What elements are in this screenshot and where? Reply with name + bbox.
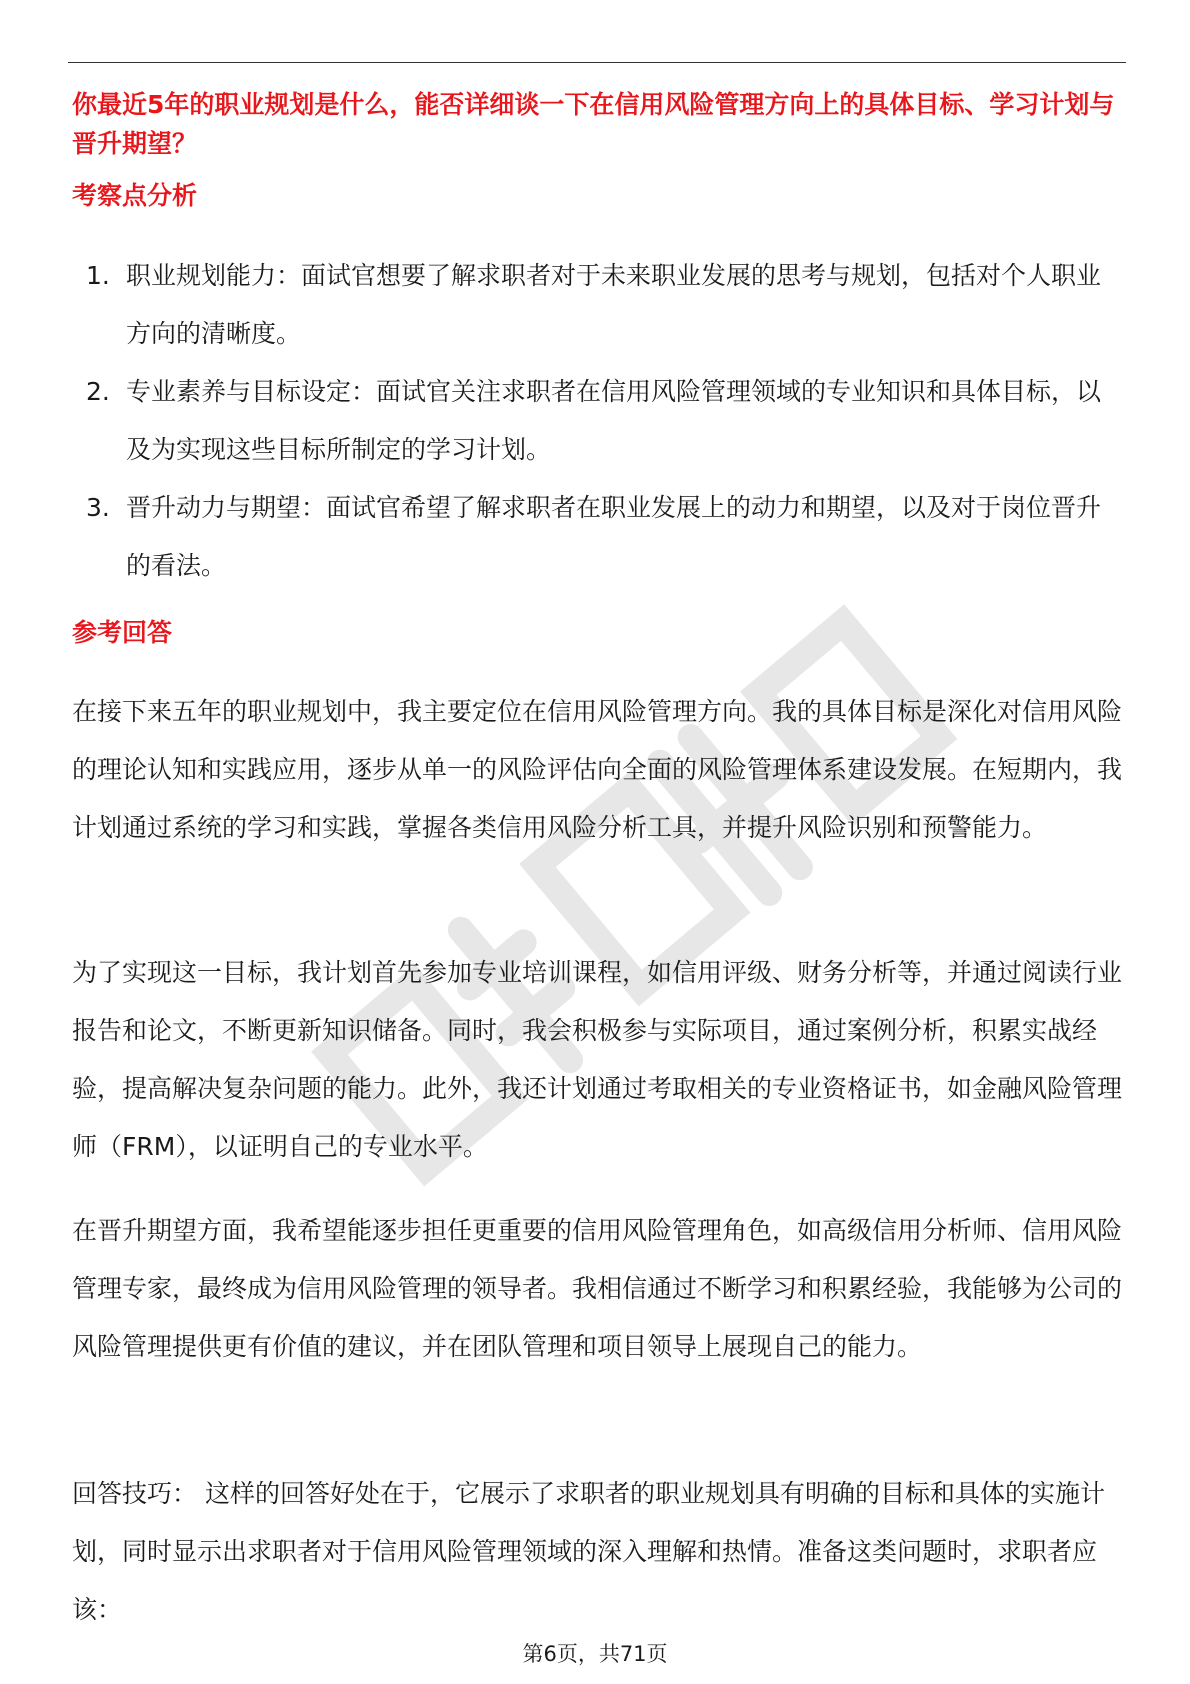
- reference-paragraph: 在晋升期望方面，我希望能逐步担任更重要的信用风险管理角色，如高级信用分析师、信用风险管理专家，最终成为信用风险管理的领导者。我相信通过不断学习和积累经验，我能够为公司的风险管理提供更有价值的建议，并在团队管理和项目领导上展现自己的能力。: [72, 1216, 1123, 1361]
- reference-paragraph: 在接下来五年的职业规划中，我主要定位在信用风险管理方向。我的具体目标是深化对信用风险的理论认知和实践应用，逐步从单一的风险评估向全面的风险管理体系建设发展。在短期内，我计划通过系统的学习和实践，掌握各类信用风险分析工具，并提升风险识别和预警能力。: [72, 697, 1123, 842]
- reference-heading: 参考回答: [72, 618, 173, 647]
- top-divider: [68, 62, 1126, 63]
- list-item: [72, 247, 1117, 363]
- reference-paragraph: 为了实现这一目标，我计划首先参加专业培训课程，如信用评级、财务分析等，并通过阅读行业报告和论文，不断更新知识储备。同时，我会积极参与实际项目，通过案例分析，积累实战经验，提高解决复杂问题的能力。此外，我还计划通过考取相关的专业资格证书，如金融风险管理师（FRM），以证明自己的专业水平。: [72, 958, 1123, 1161]
- answer-tips-paragraph: 回答技巧： 这样的回答好处在于，它展示了求职者的职业规划具有明确的目标和具体的实施计划，同时显示出求职者对于信用风险管理领域的深入理解和热情。准备这类问题时，求职者应该：: [72, 1479, 1105, 1624]
- list-item-text: 晋升动力与期望：面试官希望了解求职者在职业发展上的动力和期望，以及对于岗位晋升的看法。: [126, 493, 1102, 580]
- list-item: [72, 479, 1117, 595]
- list-item: [72, 363, 1117, 479]
- analysis-heading: 考察点分析: [72, 181, 198, 210]
- list-number: 1.: [86, 261, 110, 290]
- list-item-text: 专业素养与目标设定：面试官关注求职者在信用风险管理领域的专业知识和具体目标，以及为实现这些目标所制定的学习计划。: [126, 377, 1102, 464]
- list-number: 3.: [86, 493, 110, 522]
- question-title: 你最近5年的职业规划是什么，能否详细谈一下在信用风险管理方向上的具体目标、学习计划与晋升期望？: [72, 90, 1115, 158]
- analysis-list: [72, 247, 1117, 595]
- list-number: 2.: [86, 377, 110, 406]
- page-number: 第6页，共71页: [522, 1642, 668, 1666]
- list-item-text: 职业规划能力：面试官想要了解求职者对于未来职业发展的思考与规划，包括对个人职业方向的清晰度。: [126, 261, 1102, 348]
